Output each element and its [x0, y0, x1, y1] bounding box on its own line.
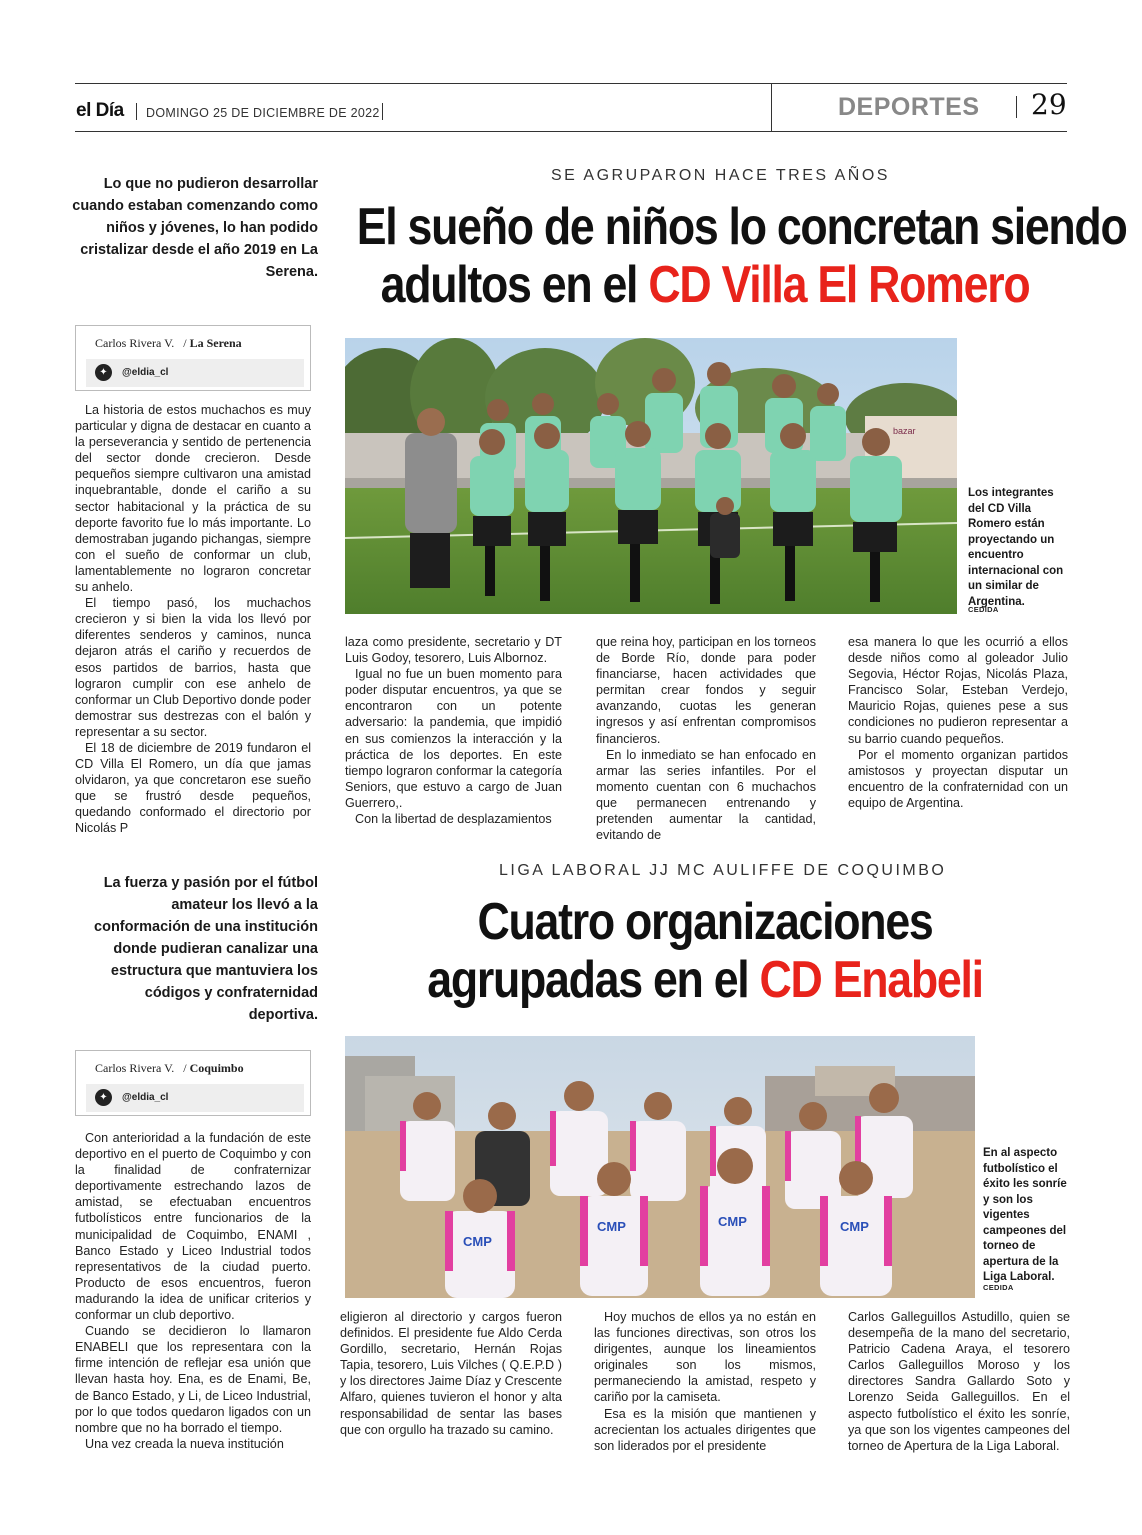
shirt-logo: CMP	[718, 1214, 747, 1229]
article1-headline	[356, 198, 1127, 314]
article2-column-3	[594, 1309, 816, 1454]
newspaper-logo: el Día	[76, 100, 124, 121]
paragraph: Con la libertad de desplazamientos	[355, 812, 552, 827]
article2-byline	[75, 1050, 311, 1116]
article1-lead: Lo que no pudieron desarrollar cuando estaban comenzando como niños y jóvenes, lo han podido cristalizar desde el año 2019 en La Serena.	[72, 176, 318, 280]
byline-author: Carlos Rivera V. / La Serena	[95, 336, 242, 350]
byline-author: Carlos Rivera V. / Coquimbo	[95, 1061, 244, 1075]
bazar-sign: bazar	[893, 426, 916, 436]
twitter-handle: @eldia_cl	[122, 367, 169, 378]
shirt-logo: CMP	[597, 1219, 626, 1234]
article1-headline-line1: El sueño de niños lo concretan siendo	[356, 198, 1127, 256]
article1-photo-caption: Los integrantes del CD Villa Romero están proyectando un encuentro internacional con un similar de Argentina.	[968, 487, 1064, 608]
article1-column-3	[596, 634, 816, 843]
paragraph: esa manera lo que les ocurrió a ellos desde niños como al goleador Julio Segovia, Héctor Rojas, Nicolás Plaza, Francisco Solar, Esteban Verdejo, Mauricio Rojas, quienes pese a sus condiciones no pudieron representar a su barrio cuando pequeños.	[848, 635, 1068, 746]
paragraph: Igual no fue un buen momento para poder disputar encuentros, ya que se encontraron con un potente adversario: la pandemia, que impidió en sus comienzos la interacción y la práctica de los deportes. En este tiempo lograron conformar la categoría Seniors, que estuvo a cargo de Juan Guerrero,.	[345, 667, 563, 810]
paragraph: Una vez creada la nueva institución	[85, 1436, 284, 1451]
paragraph: que reina hoy, participan en los torneos de Borde Río, donde para poder financiarse, hacen actividades que permitan crear fondos y seguir avanzando, cuotas les generan ingresos y así enfrentan compromisos financieros.	[596, 635, 816, 746]
paragraph: El 18 de diciembre de 2019 fundaron el CD Villa El Romero, un día que jamas olvidaron, ya que concretaron ese sueño que se frustró desde pequeños, quedando conformado el directorio por Nicolás P	[75, 740, 311, 836]
article2-photo-credit: CEDIDA	[983, 1283, 1014, 1292]
article2-headline-line1: Cuatro organizaciones	[477, 893, 933, 951]
paragraph: Carlos Galleguillos Astudillo, quien se desempeña de la mano del secretario, Patricio Cadena Araya, el tesorero Carlos Galleguillos Moroso y los directores Sandra Gallardo Soto y Lorenzo Seida Galleguillos. En el aspecto futbolístico el éxito les sonríe, ya que son los vigentes campeones del torneo de Apertura de la Liga Laboral.	[848, 1310, 1070, 1453]
article1-kicker: SE AGRUPARON HACE TRES AÑOS	[551, 167, 890, 184]
twitter-icon: ✦	[95, 1089, 112, 1106]
team-photo-image	[345, 1036, 975, 1298]
headline-red-part: CD Enabeli	[759, 951, 983, 1009]
article2-kicker: LIGA LABORAL JJ MC AULIFFE DE COQUIMBO	[499, 862, 947, 879]
paragraph: laza como presidente, secretario y DT Luis Godoy, tesorero, Luis Albornoz.	[345, 635, 562, 666]
issue-date: DOMINGO 25 DE DICIEMBRE DE 2022	[146, 106, 380, 120]
headline-red-part: CD Villa El Romero	[648, 256, 1030, 314]
header-bottom-rule	[75, 131, 1067, 132]
twitter-handle: @eldia_cl	[122, 1092, 169, 1103]
article2-photo-caption: En al aspecto futbolístico el éxito les sonríe y son los vigentes campeones del torneo de apertura de la Liga Laboral.	[983, 1147, 1067, 1283]
article1-team-photo	[345, 338, 957, 614]
header-top-rule	[75, 83, 1067, 84]
header-divider	[382, 103, 383, 120]
article2-headline-line2	[357, 951, 1054, 1009]
paragraph: Por el momento organizan partidos amistosos y proyectan disputar un encuentro de la confraternidad con un equipo de Argentina.	[848, 747, 1068, 810]
twitter-box	[86, 1084, 304, 1112]
paragraph: El tiempo pasó, los muchachos crecieron y si bien la vida los llevó por diferentes senderos y caminos, nunca dejaron atrás el cariño y recuerdos de esos partidos de barrios, hasta que lograron cumplir con ese anhelo de conformar un Club Deportivo donde poder demostrar sus destrezas con el balón y representar a su sector.	[75, 596, 311, 739]
article1-column-1	[75, 402, 311, 837]
article2-column-1	[75, 1130, 311, 1452]
article2-column-2	[340, 1309, 562, 1438]
twitter-icon: ✦	[95, 364, 112, 381]
team-photo-image	[345, 338, 957, 614]
article2-column-4	[848, 1309, 1070, 1454]
article2-team-photo	[345, 1036, 975, 1298]
paragraph: Cuando se decidieron lo llamaron ENABELI que los representara con la firme intención de reflejar esa unión que llevan hasta hoy. Ena, es de Enami, Be, de Banco Estado, y Li, de Liceo Industrial, por lo que todos quedaron ligados con un nombre que no ha borrado el tiempo.	[75, 1324, 311, 1435]
paragraph: Con anterioridad a la fundación de este deportivo en el puerto de Coquimbo y con la finalidad de confraternizar deportivamente estrechando lazos de amistad, se efectuaban encuentros futbolísticos entre funcionarios de la municipalidad de Coquimbo, ENAMI , Banco Estado y Liceo Industrial todos representativos de la ciudad puerto. Producto de esos encuentros, fueron madurando la idea de unificar criterios y conformar un club deportivo.	[75, 1131, 311, 1323]
article2-lead: La fuerza y pasión por el fútbol amateur los llevó a la conformación de una institución donde pudieran canalizar una estructura que mantuviera los códigos y confraternidad deportiva.	[94, 875, 318, 1023]
paragraph: Hoy muchos de ellos ya no están en las funciones directivas, son otros los dirigentes, aunque los lineamientos originales son los mismos, permaneciendo la amistad, respeto y cariño por la camiseta.	[594, 1310, 816, 1405]
paragraph: eligieron al directorio y cargos fueron definidos. El presidente fue Aldo Cerda Gordillo, secretario, Hernán Rojas Tapia, tesorero, Luis Vilches ( Q.E.P.D ) y los directores Jaime Díaz y Crescente Alfaro, quienes tuvieron el honor y alta responsabilidad de sentar las bases que con orgullo ha trazado su camino.	[340, 1310, 562, 1437]
section-name: DEPORTES	[838, 93, 980, 121]
article2-headline	[357, 893, 1054, 1009]
article1-photo-credit: CEDIDA	[968, 605, 999, 614]
headline-plain-part: adultos en el	[380, 256, 649, 314]
twitter-box	[86, 359, 304, 387]
page-number: 29	[1031, 88, 1067, 121]
paragraph: La historia de estos muchachos es muy particular y digna de destacar en cuanto a la perseverancia y sentido de pertenencia del sector donde crecieron. Desde pequeños siempre cultivaron una amistad inquebrantable, donde el cariño a su sector habitacional y la práctica de su deporte favorito fue lo más importante. Lo demostraban jugando pichangas, siempre con el sueño de conformar un club, lamentablemente no lograron concretar su anhelo.	[75, 403, 311, 595]
header-divider	[1016, 96, 1017, 118]
article1-column-2	[345, 634, 562, 827]
article1-byline	[75, 325, 311, 391]
paragraph: Esa es la misión que mantienen y acrecientan los actuales dirigentes que son liderados por el presidente	[594, 1406, 816, 1453]
header-divider	[771, 83, 772, 131]
shirt-logo: CMP	[463, 1234, 492, 1249]
article1-column-4	[848, 634, 1068, 811]
article1-headline-line2	[357, 256, 1054, 314]
shirt-logo: CMP	[840, 1219, 869, 1234]
headline-plain-part: agrupadas en el	[427, 951, 760, 1009]
header-divider	[136, 103, 137, 120]
paragraph: En lo inmediato se han enfocado en armar las series infantiles. Por el momento cuentan con 6 muchachos que permanecen entrenando y pretenden aumentar la cantidad, evitando de	[596, 747, 816, 843]
